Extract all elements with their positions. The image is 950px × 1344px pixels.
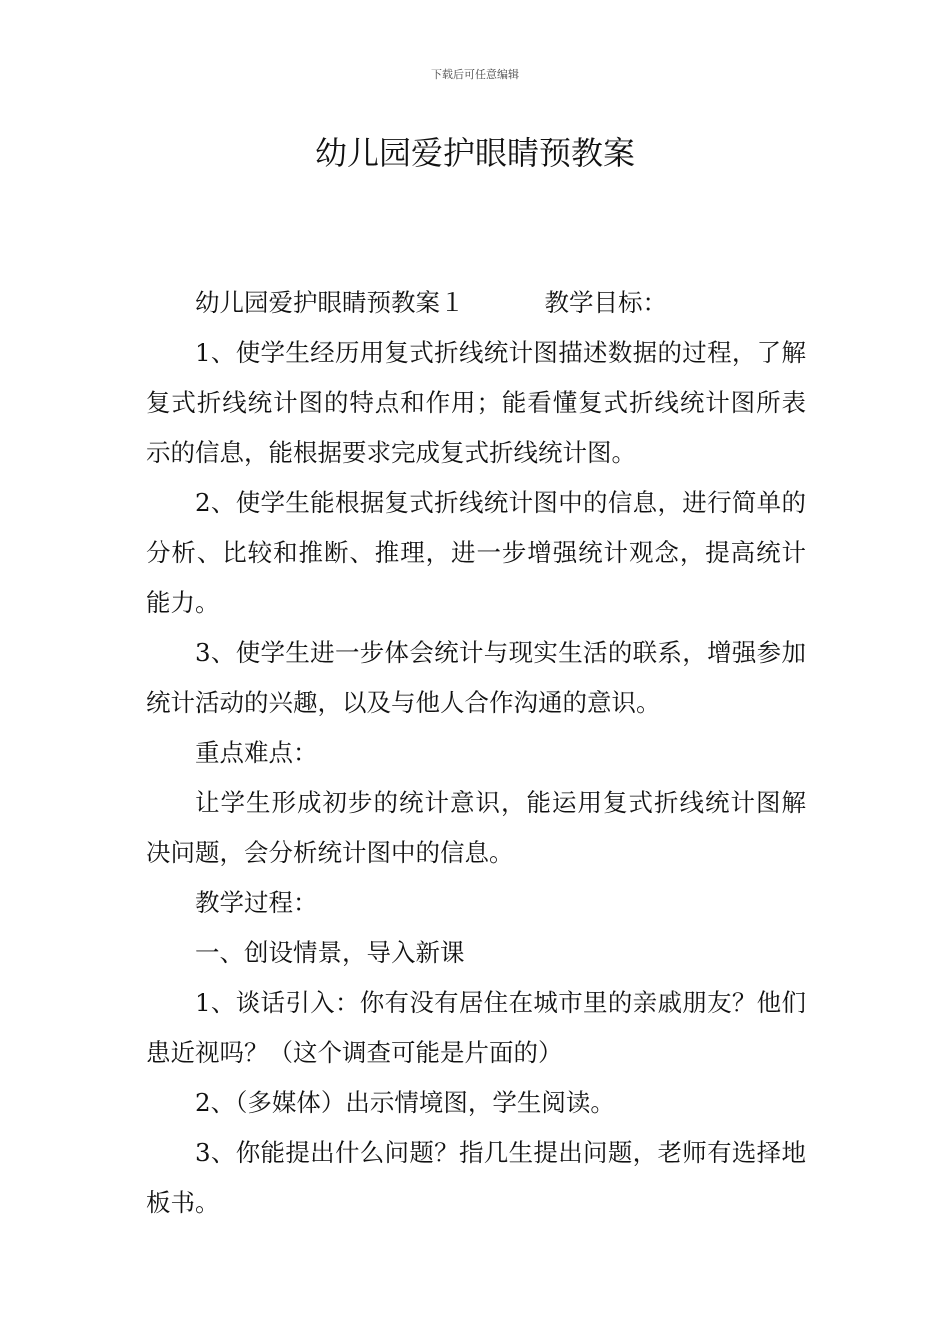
document-title: 幼儿园爱护眼睛预教案 — [314, 134, 635, 172]
intro-heading: 幼儿园爱护眼睛预教案１ — [195, 288, 465, 317]
paragraph-goal-2: 2、使学生能根据复式折线统计图中的信息，进行简单的分析、比较和推断、推理，进一步增强统计观念，提高统计能力。 — [146, 488, 806, 617]
paragraph-step-1-1: 1、谈话引入：你有没有居住在城市里的亲戚朋友？他们患近视吗？（这个调查可能是片面的） — [146, 988, 806, 1067]
header-note: 下载后可任意编辑 — [431, 68, 519, 81]
section-heading-process: 教学过程： — [195, 888, 318, 917]
paragraph-step-1-2: 2、（多媒体）出示情境图，学生阅读。 — [195, 1088, 615, 1117]
paragraph-key-points: 让学生形成初步的统计意识，能运用复式折线统计图解决问题，会分析统计图中的信息。 — [146, 788, 806, 867]
intro-paragraph — [146, 278, 806, 328]
paragraph-goal-3: 3、使学生进一步体会统计与现实生活的联系，增强参加统计活动的兴趣，以及与他人合作沟通的意识。 — [146, 638, 806, 717]
teaching-goals-label: 教学目标： — [544, 288, 667, 317]
section-heading-key-points: 重点难点： — [195, 738, 318, 767]
section-heading-step-1: 一、创设情景，导入新课 — [195, 938, 465, 967]
paragraph-step-1-3: 3、你能提出什么问题？指几生提出问题，老师有选择地板书。 — [146, 1138, 806, 1217]
paragraph-goal-1: 1、使学生经历用复式折线统计图描述数据的过程，了解复式折线统计图的特点和作用；能看懂复式折线统计图所表示的信息，能根据要求完成复式折线统计图。 — [146, 338, 806, 467]
document-body — [146, 278, 806, 1228]
